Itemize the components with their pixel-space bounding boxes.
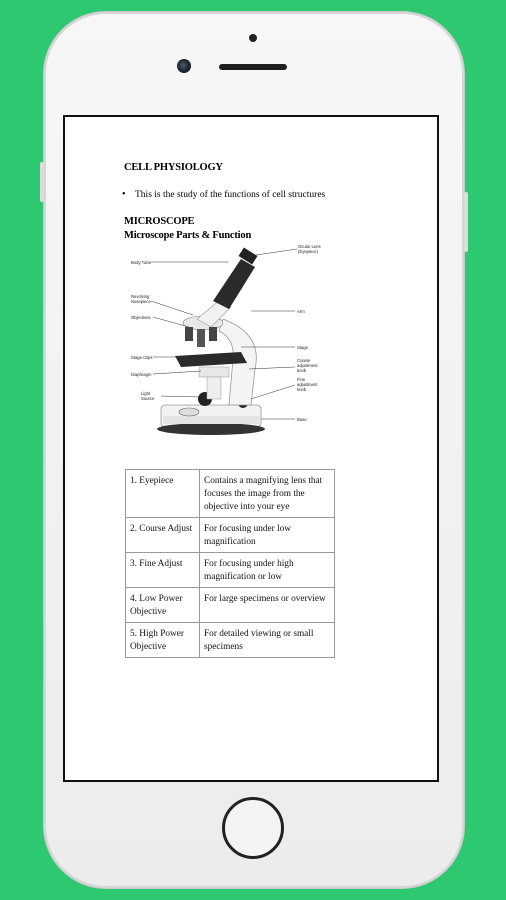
part-name: 3. Fine Adjust xyxy=(126,553,200,588)
table-row xyxy=(126,470,335,518)
parts-table xyxy=(125,469,335,658)
label-fine3: knob xyxy=(297,387,307,392)
part-name: 4. Low Power Objective xyxy=(126,588,200,623)
label-arm: Arm xyxy=(297,309,305,314)
label-fine2: adjustment xyxy=(297,382,318,387)
figure-title: Microscope Parts & Function xyxy=(124,230,252,241)
label-base: Base xyxy=(297,417,307,422)
label-coarse3: knob xyxy=(297,368,307,373)
label-light1: Light xyxy=(141,391,151,396)
label-coarse1: Coarse xyxy=(297,358,311,363)
document-screen[interactable] xyxy=(63,115,439,782)
base-shadow xyxy=(157,423,265,435)
front-camera-icon xyxy=(177,59,191,73)
part-name: 5. High Power Objective xyxy=(126,623,200,658)
table-row xyxy=(126,518,335,553)
table-row xyxy=(126,588,335,623)
part-function: For focusing under low magnification xyxy=(200,518,335,553)
label-clips: Stage Clips xyxy=(131,355,153,360)
volume-button xyxy=(40,162,44,202)
label-objectives: Objectives xyxy=(131,315,151,320)
part-function: For detailed viewing or small specimens xyxy=(200,623,335,658)
light-source-shape xyxy=(179,408,199,416)
microscope-heading: MICROSCOPE xyxy=(124,216,195,227)
label-nose1: Revolving xyxy=(131,294,150,299)
proximity-sensor xyxy=(249,34,257,42)
part-function: For large specimens or overview xyxy=(200,588,335,623)
microscope-diagram xyxy=(123,239,343,454)
label-body-tube: Body Tube xyxy=(131,260,152,265)
label-diaphragm: Diaphragm xyxy=(131,372,152,377)
label-stage: Stage xyxy=(297,345,308,350)
part-function: For focusing under high magnification or low xyxy=(200,553,335,588)
label-light2: Source xyxy=(141,396,155,401)
earpiece-speaker xyxy=(219,64,287,70)
section-title: CELL PHYSIOLOGY xyxy=(124,162,223,173)
label-coarse2: adjustment xyxy=(297,363,318,368)
table-row xyxy=(126,553,335,588)
bullet-text: • This is the study of the functions of cell structures xyxy=(135,190,325,200)
part-name: 1. Eyepiece xyxy=(126,470,200,518)
part-name: 2. Course Adjust xyxy=(126,518,200,553)
home-button[interactable] xyxy=(222,797,284,859)
label-ocular: Ocular Lens xyxy=(298,244,321,249)
label-ocular2: (Eyepiece) xyxy=(298,249,319,254)
power-button xyxy=(464,192,468,252)
label-nose2: Nosepiece xyxy=(131,299,151,304)
part-function: Contains a magnifying lens that focuses the image from the objective into your eye xyxy=(200,470,335,518)
table-row xyxy=(126,623,335,658)
label-fine1: Fine xyxy=(297,377,306,382)
body-tube-shape xyxy=(213,259,255,309)
